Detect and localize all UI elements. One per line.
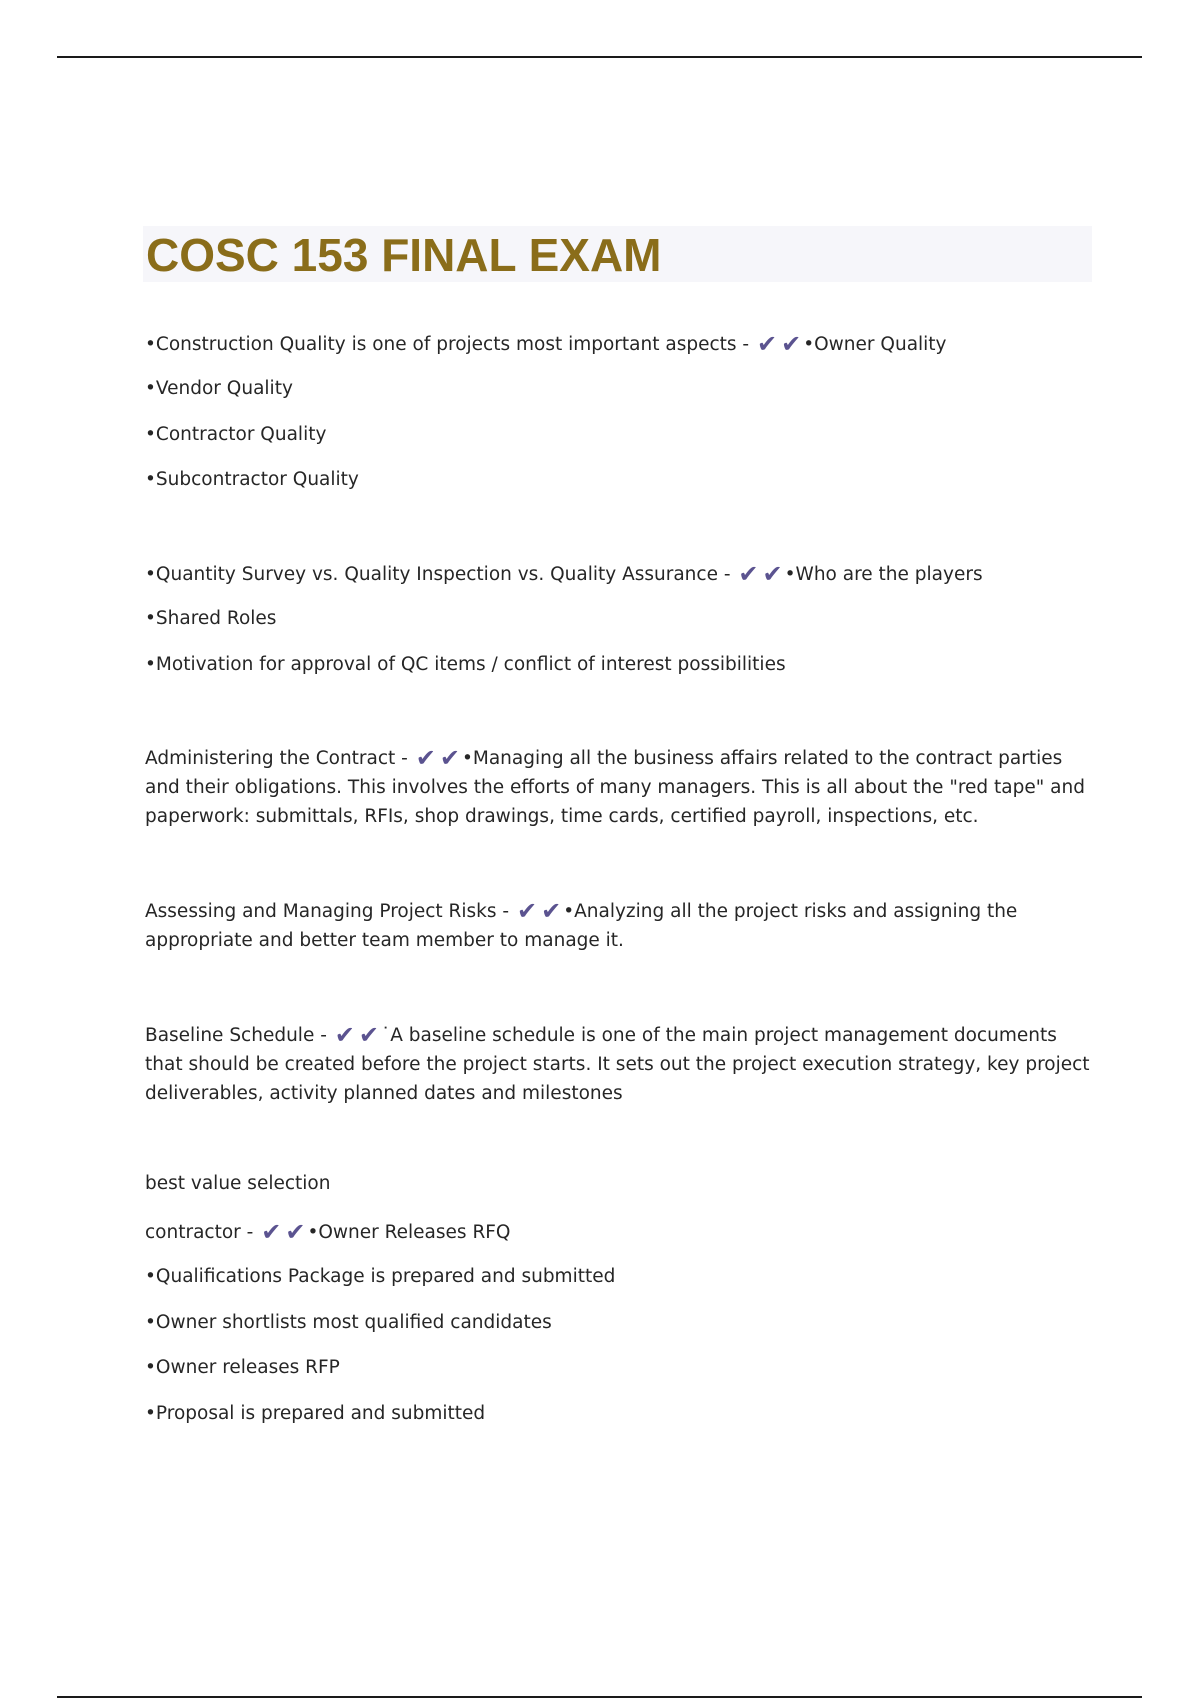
double-check-icon: ✔ ✔ (334, 1021, 379, 1049)
answer-line: •Contractor Quality (145, 424, 327, 445)
answer-text: •Who are the players (784, 564, 983, 585)
qa-item-administering-contract (145, 744, 1090, 831)
answer-line: •Owner shortlists most qualified candidates (145, 1312, 552, 1333)
top-rule (57, 56, 1142, 58)
qa-item-quantity-survey (145, 560, 983, 589)
double-check-icon: ✔ ✔ (516, 897, 562, 925)
question-text: Assessing and Managing Project Risks - (145, 901, 510, 922)
question-text-line: best value selection (145, 1173, 331, 1194)
question-text: Baseline Schedule - (145, 1025, 327, 1046)
answer-text: ˙A baseline schedule is one of the main project management documents that should be created before the project starts. It sets out the project execution strategy, key project deliverables, activity planned dates and milestones (145, 1025, 1090, 1104)
question-text: •Construction Quality is one of projects most important aspects - (145, 334, 750, 355)
answer-line: •Owner releases RFP (145, 1357, 340, 1378)
question-text: Administering the Contract - (145, 748, 408, 769)
answer-line: •Vendor Quality (145, 378, 293, 399)
double-check-icon: ✔ ✔ (756, 330, 802, 358)
bottom-rule (57, 1696, 1142, 1698)
question-text: contractor - (145, 1222, 254, 1243)
qa-item-project-risks (145, 897, 1090, 955)
qa-item-baseline-schedule (145, 1021, 1090, 1108)
answer-line: •Shared Roles (145, 608, 277, 629)
answer-line: •Qualifications Package is prepared and submitted (145, 1266, 616, 1287)
document-title: COSC 153 FINAL EXAM (146, 229, 662, 281)
qa-item-construction-quality (145, 330, 947, 359)
double-check-icon: ✔ ✔ (738, 560, 783, 588)
answer-text: •Managing all the business affairs related to the contract parties and their obligations. This involves the efforts of many managers. This is all about the "red tape" and paperwork: submittals, RFIs, shop drawings, time cards, certified payroll, inspections, etc. (145, 748, 1085, 827)
answer-line: •Motivation for approval of QC items / conflict of interest possibilities (145, 654, 786, 675)
question-text: •Quantity Survey vs. Quality Inspection vs. Quality Assurance - (145, 564, 731, 585)
answer-text: •Analyzing all the project risks and assigning the appropriate and better team member to manage it. (145, 901, 1018, 951)
answer-text: •Owner Quality (803, 334, 947, 355)
answer-text: •Owner Releases RFQ (307, 1222, 511, 1243)
answer-line: •Subcontractor Quality (145, 469, 359, 490)
qa-item-best-value-selection (145, 1218, 511, 1247)
answer-line: •Proposal is prepared and submitted (145, 1403, 486, 1424)
double-check-icon: ✔ ✔ (415, 744, 460, 772)
double-check-icon: ✔ ✔ (261, 1218, 306, 1246)
